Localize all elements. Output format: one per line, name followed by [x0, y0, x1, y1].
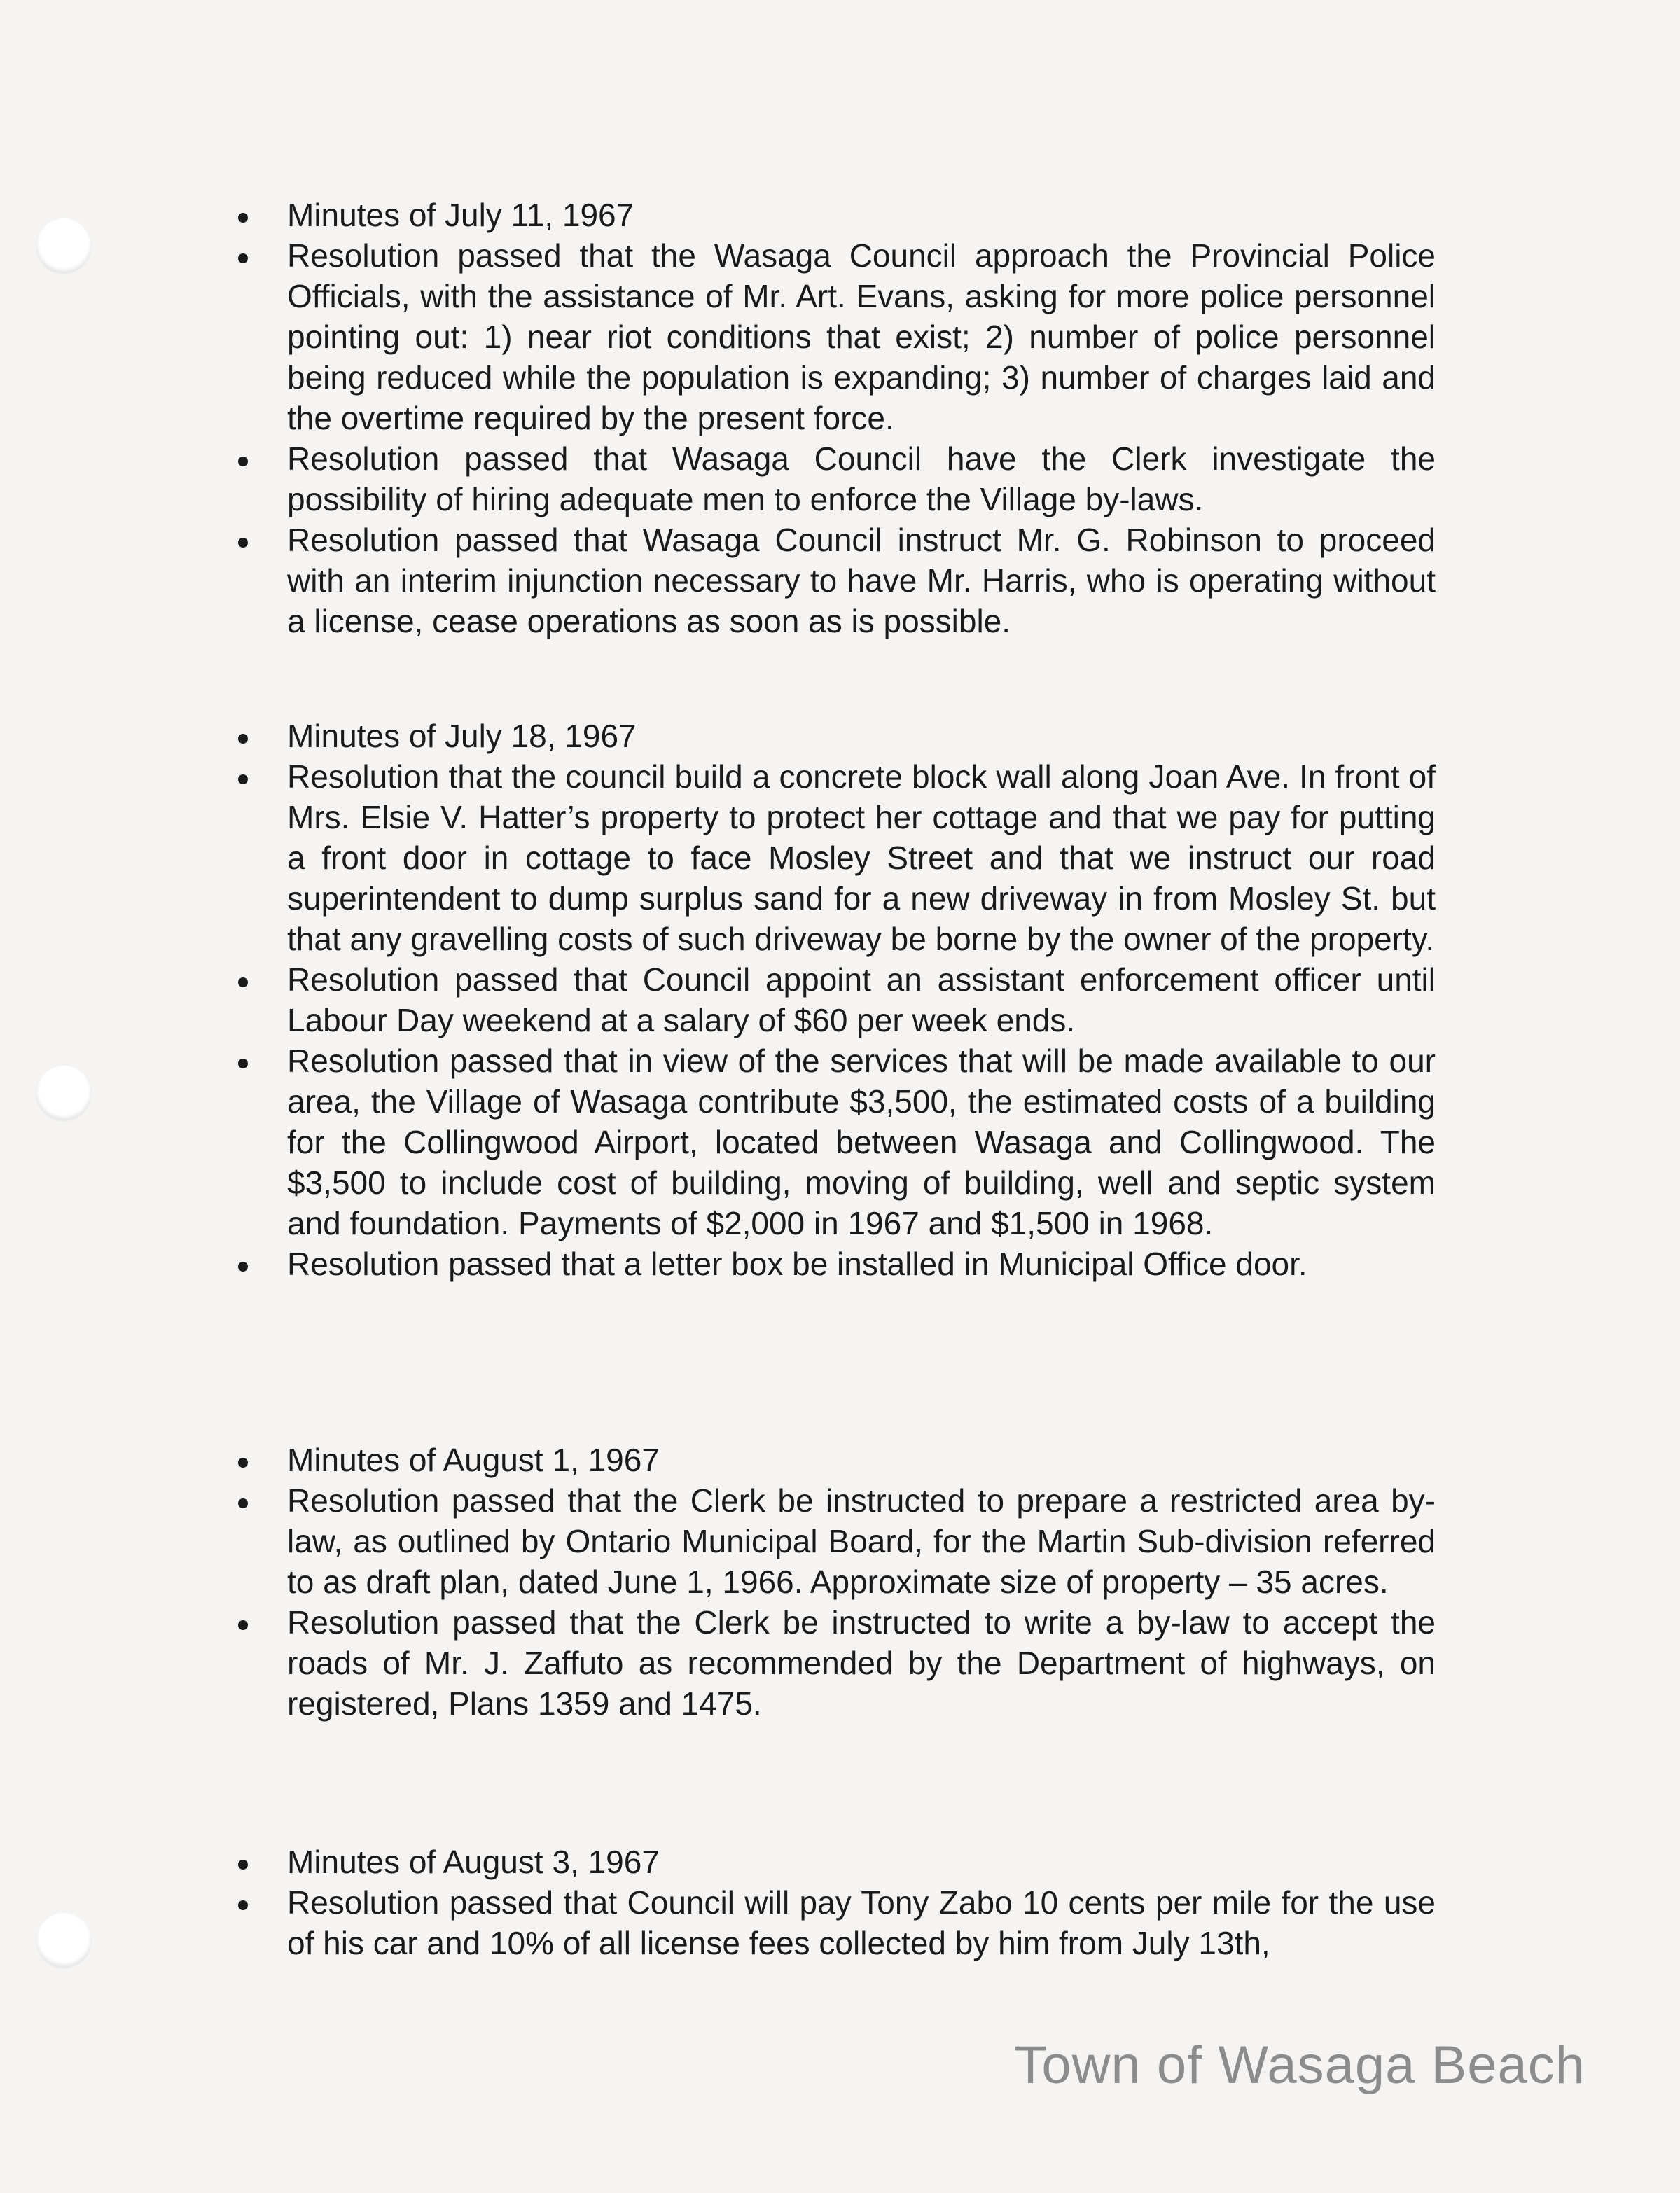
- minutes-section-july-18: [231, 716, 1436, 1284]
- watermark: Town of Wasaga Beach: [1014, 2035, 1585, 2095]
- resolution-item: Resolution passed that the Wasaga Council approach the Provincial Police Officials, with the assistance of Mr. Art. Evans, asking for more police personnel pointing out: 1) near riot conditions that exist; 2) number of police personnel being reduced while the population is expanding; 3) number of charges laid and the overtime required by the present force.: [231, 235, 1436, 438]
- resolution-item: Resolution passed that a letter box be installed in Municipal Office door.: [231, 1244, 1436, 1284]
- binder-hole-middle: [36, 1066, 91, 1120]
- binder-hole-bottom: [36, 1913, 91, 1968]
- binder-hole-top: [36, 218, 91, 273]
- section-heading: Minutes of August 3, 1967: [231, 1842, 1436, 1882]
- resolution-item: Resolution passed that Wasaga Council instruct Mr. G. Robinson to proceed with an interim injunction necessary to have Mr. Harris, who is operating without a license, cease operations as soon as is possible.: [231, 520, 1436, 641]
- resolution-item: Resolution passed that Council will pay Tony Zabo 10 cents per mile for the use of his car and 10% of all license fees collected by him from July 13th,: [231, 1882, 1436, 1963]
- section-heading: Minutes of July 11, 1967: [231, 195, 1436, 235]
- resolution-item: Resolution passed that the Clerk be instructed to write a by-law to accept the roads of Mr. J. Zaffuto as recommended by the Department of highways, on registered, Plans 1359 and 1475.: [231, 1602, 1436, 1724]
- resolution-item: Resolution passed that Council appoint an assistant enforcement officer until Labour Day weekend at a salary of $60 per week ends.: [231, 959, 1436, 1040]
- minutes-section-august-3: [231, 1842, 1436, 1963]
- resolution-item: Resolution passed that Wasaga Council have the Clerk investigate the possibility of hiring adequate men to enforce the Village by-laws.: [231, 438, 1436, 520]
- section-heading: Minutes of August 1, 1967: [231, 1440, 1436, 1480]
- section-heading: Minutes of July 18, 1967: [231, 716, 1436, 756]
- minutes-section-august-1: [231, 1440, 1436, 1724]
- resolution-item: Resolution passed that in view of the services that will be made available to our area, the Village of Wasaga contribute $3,500, the estimated costs of a building for the Collingwood Airport, located between Wasaga and Collingwood. The $3,500 to include cost of building, moving of building, well and septic system and foundation. Payments of $2,000 in 1967 and $1,500 in 1968.: [231, 1040, 1436, 1244]
- resolution-item: Resolution passed that the Clerk be instructed to prepare a restricted area by-law, as outlined by Ontario Municipal Board, for the Martin Sub-division referred to as draft plan, dated June 1, 1966. Approximate size of property – 35 acres.: [231, 1480, 1436, 1602]
- minutes-section-july-11: [231, 195, 1436, 641]
- resolution-item: Resolution that the council build a concrete block wall along Joan Ave. In front of Mrs. Elsie V. Hatter’s property to protect her cottage and that we pay for putting a front door in cottage to face Mosley Street and that we instruct our road superintendent to dump surplus sand for a new driveway in from Mosley St. but that any gravelling costs of such driveway be borne by the owner of the property.: [231, 756, 1436, 959]
